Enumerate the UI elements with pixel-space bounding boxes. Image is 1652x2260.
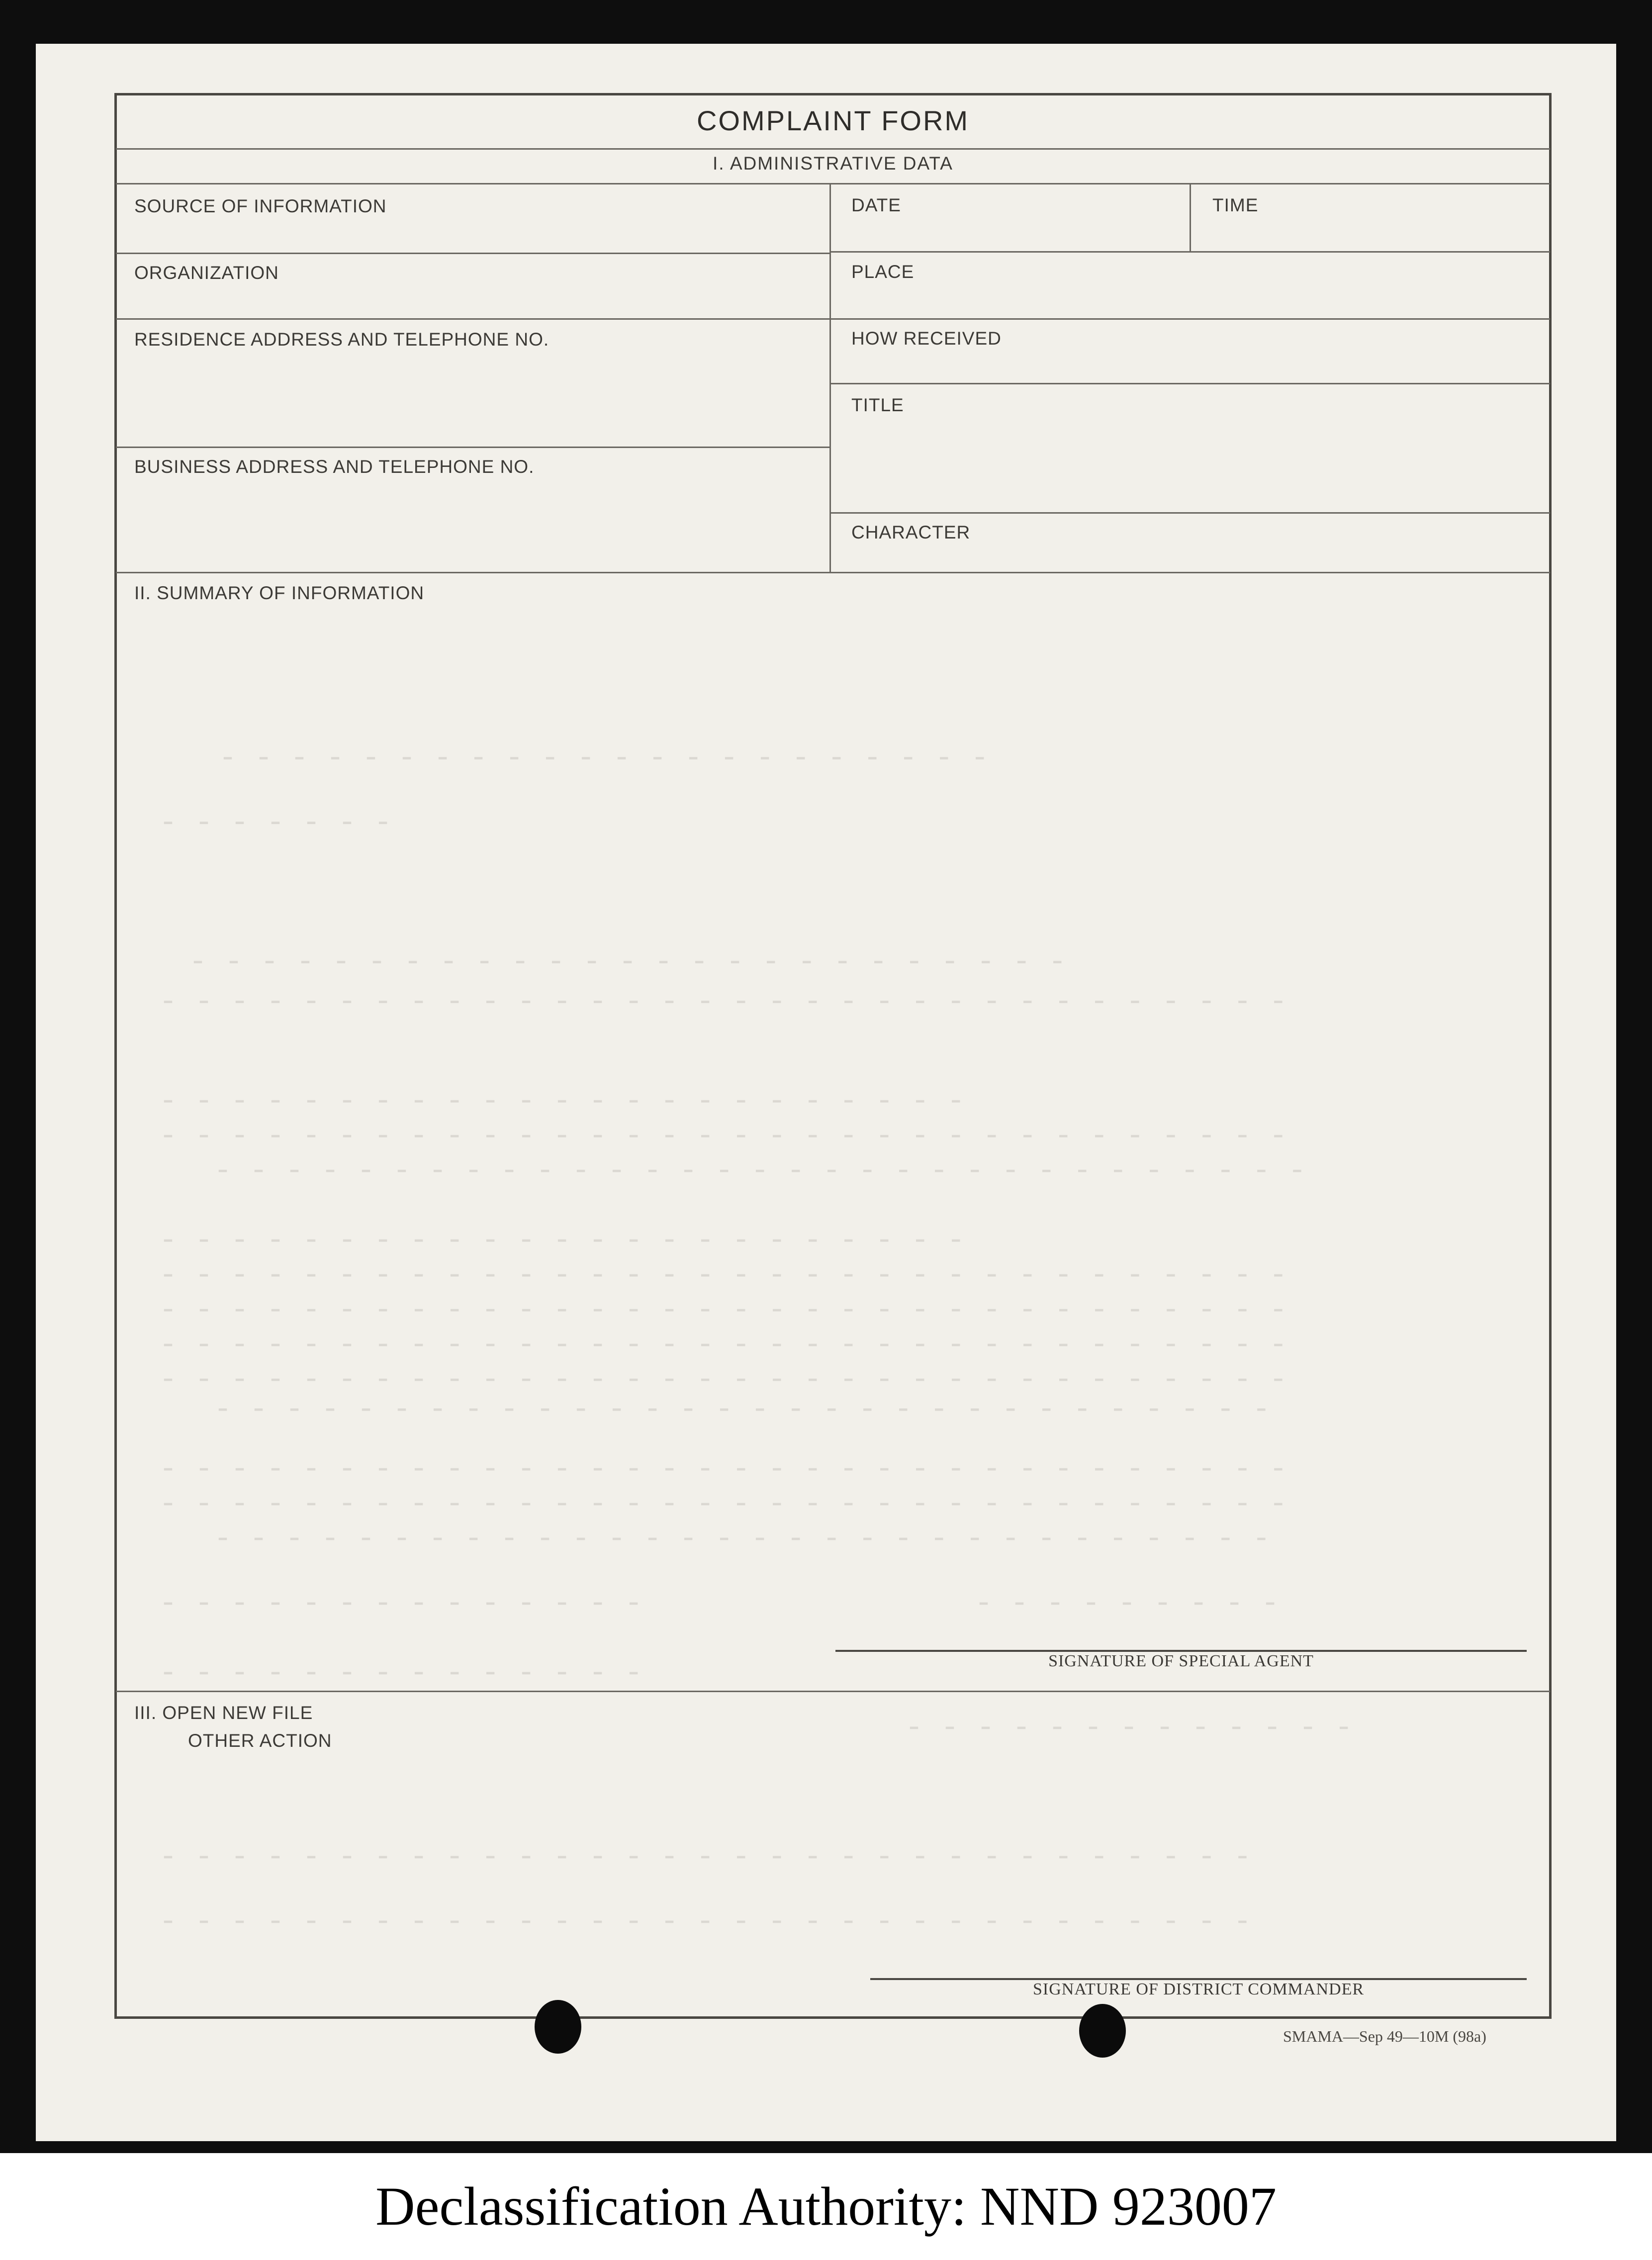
bleed-through-texture: - - - - - - - - - - - - - - - - - - - - - - - - - - - - - - - - — [159, 1487, 1287, 1521]
divider — [829, 512, 1550, 514]
bleed-through-texture: - - - - - - - - - - - - - - - - - - - - - - - - - - - - - - - - — [159, 1328, 1287, 1361]
bleed-through-texture: - - - - - - - - - - - - - - - - - - - - - - - - - - - - - - - - — [159, 985, 1287, 1018]
section-summary-of-information: II. SUMMARY OF INFORMATION — [134, 583, 425, 603]
form-number-footer: SMAMA—Sep 49—10M (98a) — [1283, 2027, 1486, 2045]
section-administrative-data: I. ADMINISTRATIVE DATA — [713, 153, 953, 174]
divider — [116, 183, 1550, 184]
bleed-through-texture: - - - - - - - - - - - - - - - - - - - - - - - - - - - - - - - - — [159, 1362, 1287, 1396]
open-new-file-label: III. OPEN NEW FILE — [134, 1703, 313, 1723]
source-of-information-label: SOURCE OF INFORMATION — [134, 196, 387, 216]
business-address-label: BUSINESS ADDRESS AND TELEPHONE NO. — [134, 456, 535, 477]
divider — [829, 318, 1550, 320]
residence-address-label: RESIDENCE ADDRESS AND TELEPHONE NO. — [134, 329, 550, 350]
column-divider — [829, 184, 831, 573]
bleed-through-texture: - - - - - - - - - - - - - - - - - - - - - - - - - - - - - - - — [159, 1904, 1252, 1938]
date-label: DATE — [851, 195, 901, 215]
bleed-through-texture: - - - - - - - - - - - - - - - - - - - - - - - - - - - - - - - - — [159, 1293, 1287, 1327]
bleed-through-texture: - - - - - - - - - - - - - - - - - - - - - - - - - - - - - - - — [159, 1840, 1252, 1874]
signature-district-commander-label: SIGNATURE OF DISTRICT COMMANDER — [1032, 1980, 1365, 1998]
character-label: CHARACTER — [851, 522, 971, 542]
column-divider — [1190, 184, 1191, 252]
bleed-through-texture: - - - - - - - - - - - - - - - - - - - - - - - — [159, 1223, 965, 1257]
other-action-label: OTHER ACTION — [188, 1730, 332, 1751]
divider — [116, 1691, 1550, 1692]
bleed-through-texture: - - - - - - - - - - - - - - - - - - - - - - - - - - - - - - - - — [159, 1452, 1287, 1486]
bleed-through-texture: - - - - - - - - - - - - - - - - - - - - - - - - - - - - - - - - — [159, 1119, 1287, 1153]
bleed-through-texture: - - - - - - - - - - - - - - — [159, 1586, 643, 1620]
how-received-label: HOW RECEIVED — [851, 328, 1002, 349]
bleed-through-texture: - - - - - - - - - - - - - - - - - - - - - - - - - - - - - - — [214, 1392, 1271, 1426]
title-field-label: TITLE — [851, 395, 904, 415]
bleed-through-texture: - - - - - - - - - - - - - - — [159, 1656, 643, 1690]
bleed-through-texture: - - - - - - - — [159, 806, 392, 839]
divider — [829, 383, 1550, 384]
punch-hole — [535, 2000, 581, 2054]
bleed-through-texture: - - - - - - - - - - - - - - - - - - - - - - - - - - - - - - - — [214, 1154, 1306, 1187]
bleed-through-texture: - - - - - - - - - - - - - - - - - - - - - - — [219, 741, 989, 775]
bleed-through-texture: - - - - - - - - - - - - - - - - - - - - - - - - - — [189, 945, 1067, 979]
form-title: COMPLAINT FORM — [696, 105, 970, 136]
bleed-through-texture: - - - - - - - - - — [975, 1586, 1280, 1620]
divider — [116, 148, 1550, 150]
signature-special-agent-label: SIGNATURE OF SPECIAL AGENT — [1048, 1652, 1314, 1670]
bleed-through-texture: - - - - - - - - - - - - - - - - - - - - - - - — [159, 1084, 965, 1118]
time-label: TIME — [1212, 195, 1259, 215]
bleed-through-texture: - - - - - - - - - - - - - - - - - - - - - - - - - - - - - - — [214, 1522, 1271, 1555]
bleed-through-texture: - - - - - - - - - - - - - - - - - - - - - - - - - - - - - - - - — [159, 1258, 1287, 1292]
divider — [116, 318, 830, 320]
punch-hole — [1079, 2004, 1126, 2058]
organization-label: ORGANIZATION — [134, 263, 279, 283]
divider — [116, 253, 830, 254]
declassification-caption: Declassification Authority: NND 923007 — [375, 2176, 1277, 2237]
place-label: PLACE — [851, 262, 915, 282]
divider — [116, 447, 830, 448]
divider — [116, 572, 1550, 573]
divider — [829, 251, 1550, 253]
bleed-through-texture: - - - - - - - - - - - - - — [905, 1711, 1353, 1744]
